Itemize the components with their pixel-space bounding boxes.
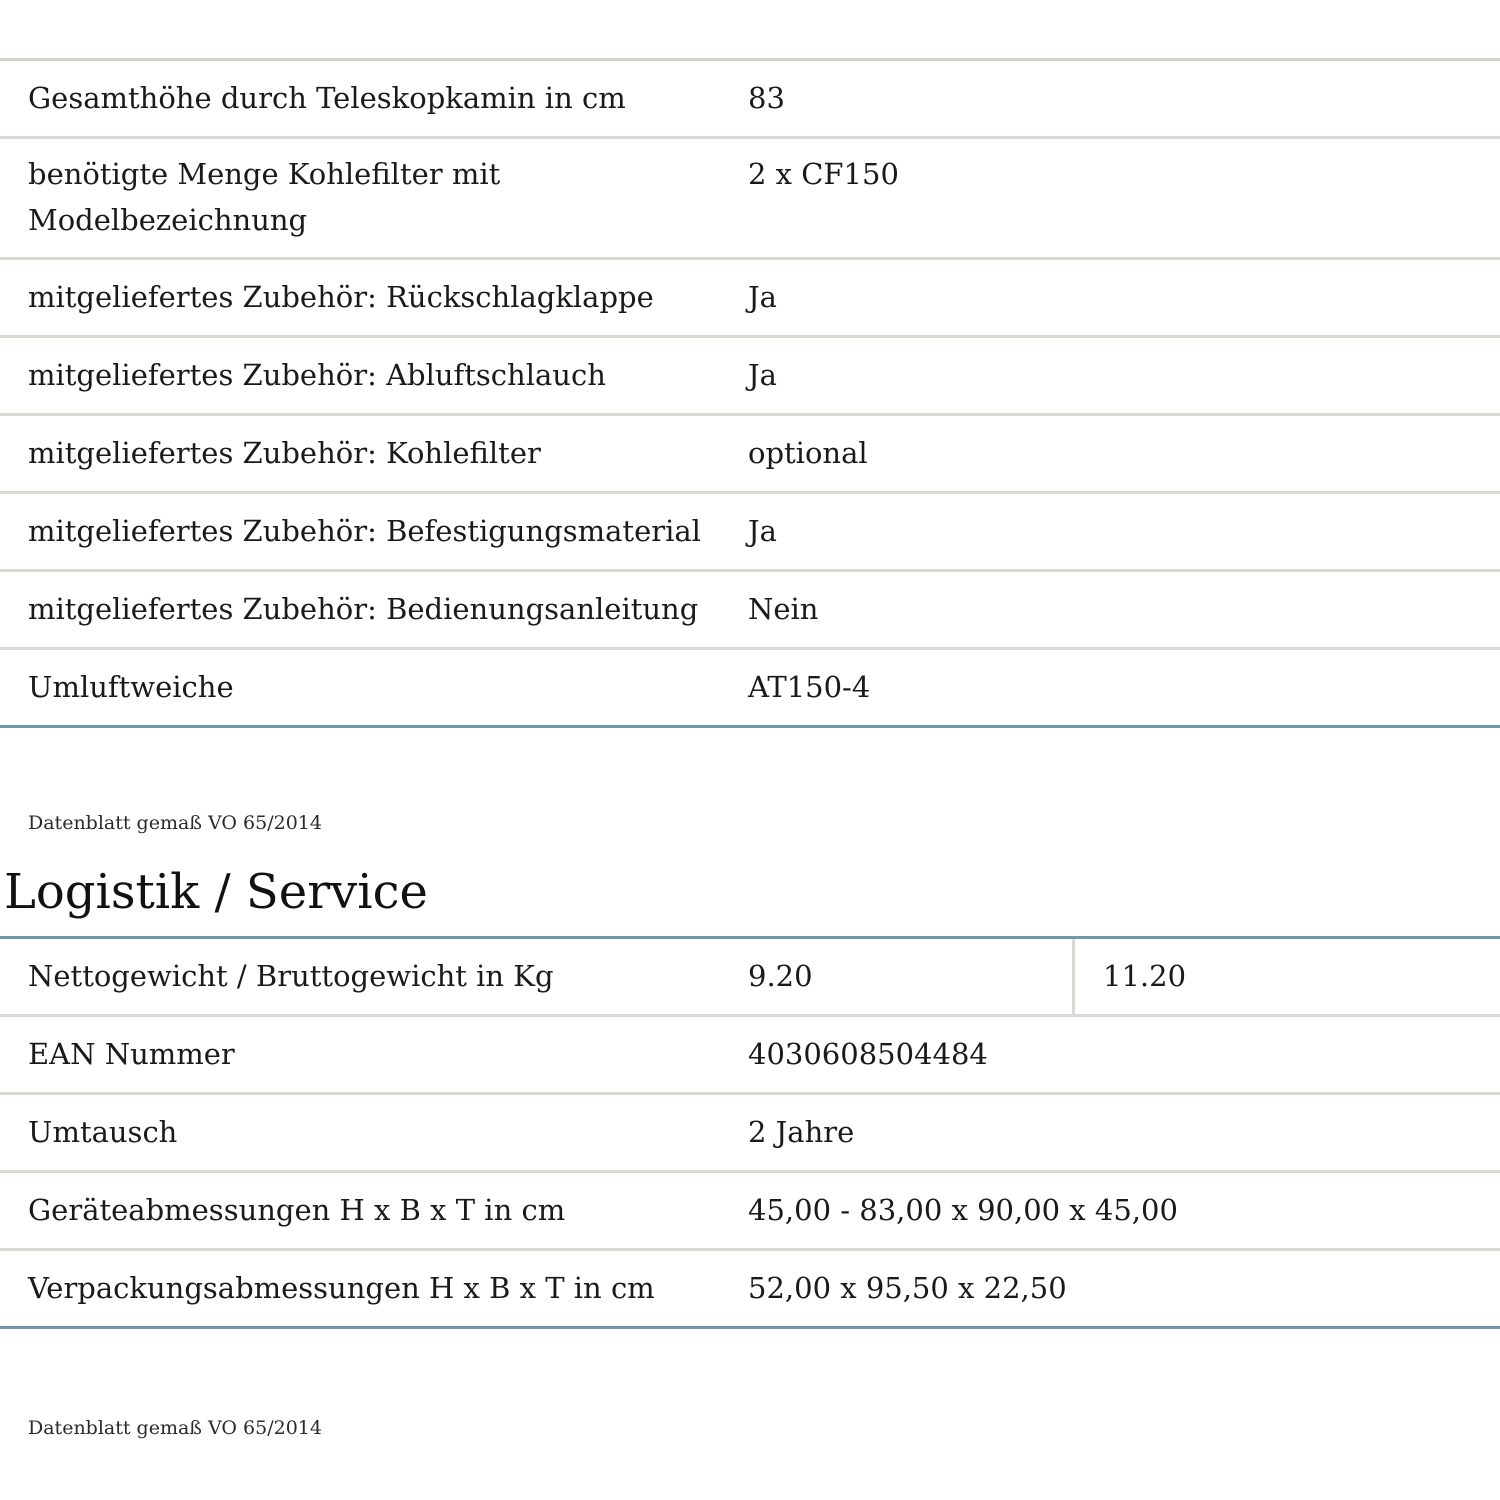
row-value: 2 Jahre [748,1115,855,1149]
table-row [0,260,1500,338]
row-label: mitgeliefertes Zubehör: Bedienungsanleitung [28,592,699,626]
row-value: AT150-4 [748,670,871,704]
table-row [0,939,1500,1017]
row-label: Gesamthöhe durch Teleskopkamin in cm [28,81,626,115]
row-label: mitgeliefertes Zubehör: Kohlefilter [28,436,541,470]
table-row [0,416,1500,494]
row-value: optional [748,436,868,470]
row-label: Geräteabmessungen H x B x T in cm [28,1193,566,1227]
row-label: EAN Nummer [28,1037,235,1071]
table-row [0,1173,1500,1251]
datasheet-footnote: Datenblatt gemaß VO 65/2014 [28,1417,322,1439]
row-label: mitgeliefertes Zubehör: Rückschlagklappe [28,280,654,314]
row-value: 45,00 - 83,00 x 90,00 x 45,00 [748,1193,1178,1227]
row-value: 2 x CF150 [748,157,899,191]
spec-table-top [0,58,1500,728]
datasheet-footnote: Datenblatt gemaß VO 65/2014 [28,812,322,834]
section-title: Logistik / Service [4,864,428,920]
row-value: Ja [748,280,777,314]
table-row [0,494,1500,572]
row-value-secondary: 11.20 [1103,959,1187,993]
row-label: Nettogewicht / Bruttogewicht in Kg [28,959,554,993]
spec-table-logistics [0,936,1500,1329]
table-row [0,572,1500,650]
table-row [0,338,1500,416]
table-row [0,1251,1500,1329]
row-label: benötigte Menge Kohlefilter mit Modelbezeichnung [28,157,501,237]
table-row [0,1017,1500,1095]
row-label: Verpackungsabmessungen H x B x T in cm [28,1271,655,1305]
row-value: 4030608504484 [748,1037,988,1071]
table-row [0,61,1500,139]
row-value: Ja [748,358,777,392]
table-row [0,139,1500,260]
row-value: 52,00 x 95,50 x 22,50 [748,1271,1067,1305]
table-row [0,1095,1500,1173]
row-value: Ja [748,514,777,548]
row-value: Nein [748,592,819,626]
row-label: mitgeliefertes Zubehör: Befestigungsmaterial [28,514,701,548]
row-label: mitgeliefertes Zubehör: Abluftschlauch [28,358,606,392]
row-value: 9.20 [720,939,1075,1014]
row-value: 83 [748,81,785,115]
row-label: Umluftweiche [28,670,234,704]
table-row [0,650,1500,728]
row-label: Umtausch [28,1115,178,1149]
